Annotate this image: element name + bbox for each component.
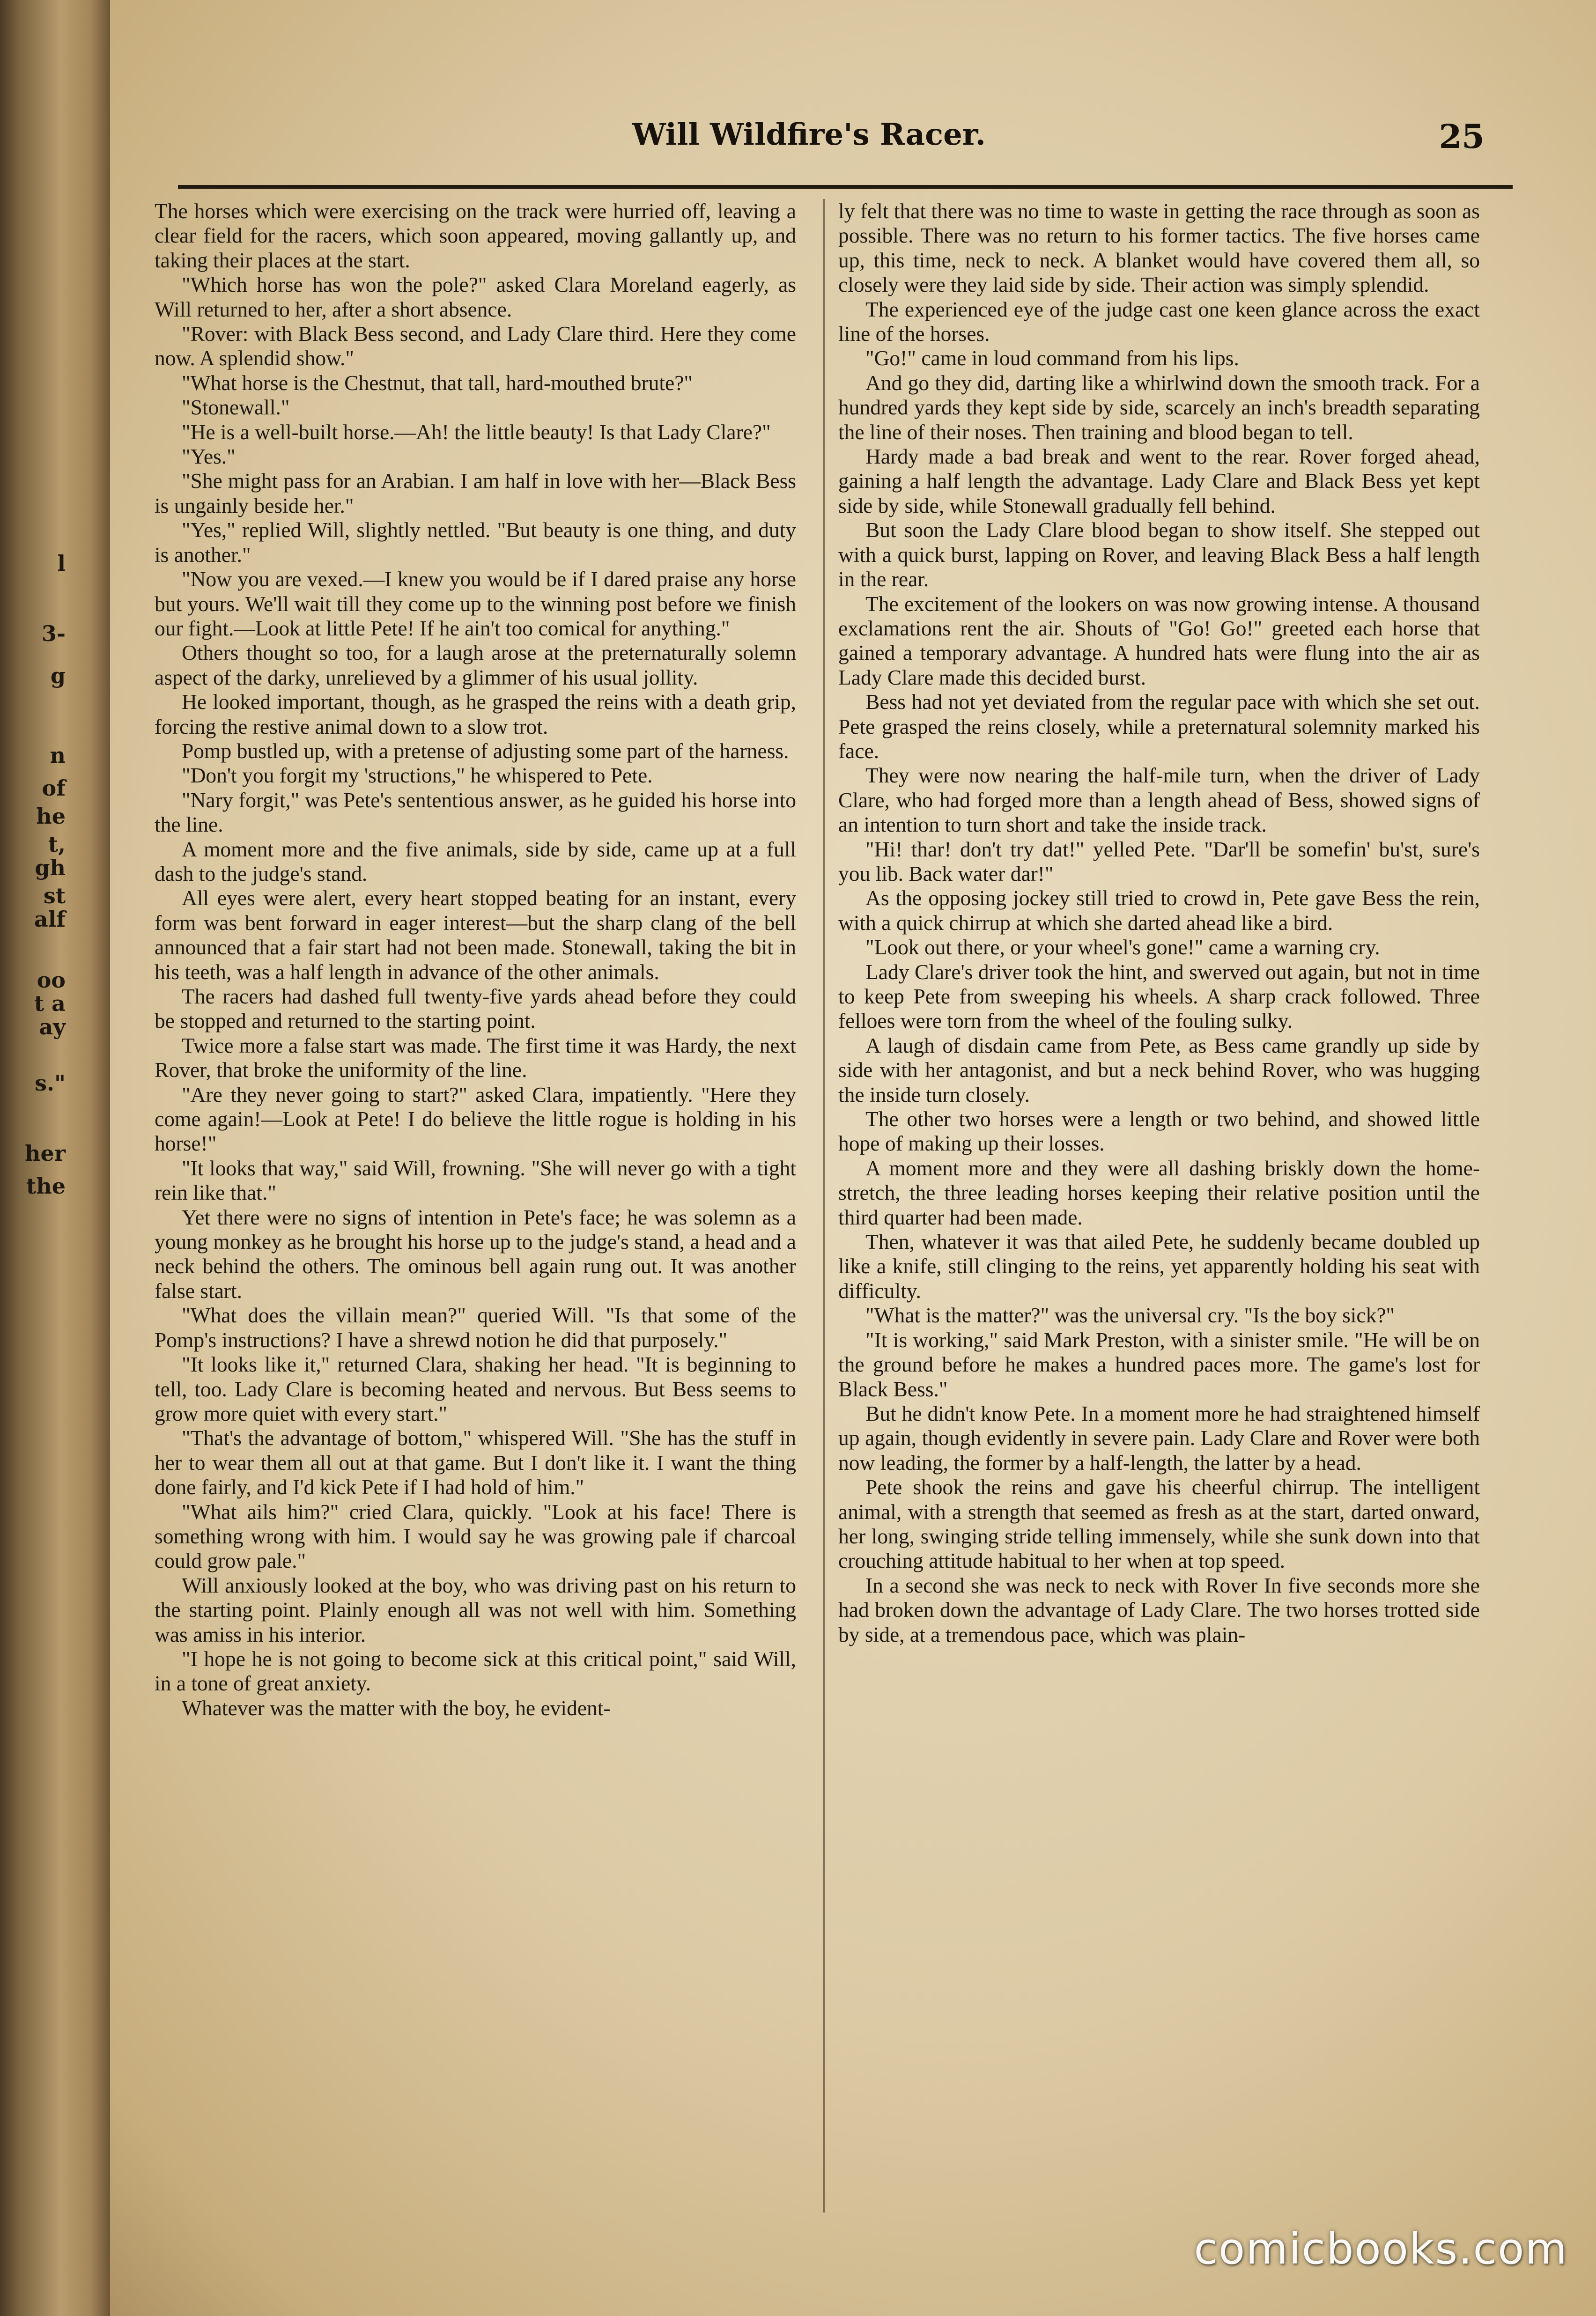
right-text-column	[838, 199, 1480, 2203]
paragraph: A moment more and they were all dashing briskly down the home-stretch, the three leading horses keeping their relative position until the third quarter had been made.	[838, 1156, 1480, 1229]
watermark: comicbooks.com	[1194, 2224, 1568, 2274]
paragraph: He looked important, though, as he grasped the reins with a death grip, forcing the restive animal down to a slow trot.	[155, 690, 796, 738]
paragraph: "Yes."	[182, 444, 236, 469]
paragraph: Hardy made a bad break and went to the rear. Rover forged ahead, gaining a half length the advantage. Lady Clare and Black Bess yet kept side by side, while Stonewall gradually fell behind.	[838, 444, 1480, 517]
previous-page-fragment: l	[57, 551, 66, 576]
previous-page-fragment: st	[43, 883, 66, 908]
paragraph: "It looks that way," said Will, frowning. "She will never go with a tight rein like that."	[155, 1156, 796, 1205]
previous-page-fragment: ay	[39, 1014, 66, 1040]
paragraph: The horses which were exercising on the track were hurried off, leaving a clear field for the racers, which soon appeared, moving gallantly up, and taking their places at the start.	[155, 199, 796, 272]
header-rule	[178, 185, 1513, 189]
paragraph: "Look out there, or your wheel's gone!" came a warning cry.	[865, 935, 1380, 959]
paragraph: "It is working," said Mark Preston, with a sinister smile. "He will be on the ground before he makes a hundred paces more. The game's lost for Black Bess."	[838, 1328, 1480, 1401]
paragraph: "Which horse has won the pole?" asked Clara Moreland eagerly, as Will returned to her, after a short absence.	[155, 273, 796, 321]
paragraph: "Nary forgit," was Pete's sententious answer, as he guided his horse into the line.	[155, 788, 796, 837]
paragraph: Will anxiously looked at the boy, who was driving past on his return to the starting point. Plainly enough all was not well with him. Something was amiss in his interior.	[155, 1573, 796, 1646]
paragraph: "I hope he is not going to become sick at this critical point," said Will, in a tone of great anxiety.	[155, 1646, 796, 1696]
paragraph: But soon the Lady Clare blood began to show itself. She stepped out with a quick burst, lapping on Rover, and leaving Black Bess a half length in the rear.	[838, 518, 1480, 591]
left-text-column	[155, 199, 796, 2203]
paragraph: In a second she was neck to neck with Rover In five seconds more she had broken down the advantage of Lady Clare. The two horses trotted side by side, at a tremendous pace, which was plain-	[838, 1573, 1480, 1646]
paragraph: Others thought so too, for a laugh arose at the preternaturally solemn aspect of the darky, unrelieved by a glimmer of his usual jollity.	[155, 641, 796, 689]
paragraph: "What ails him?" cried Clara, quickly. "Look at his face! There is something wrong with him. I would say he was growing pale if charcoal could grow pale."	[155, 1499, 796, 1573]
previous-page-fragment: alf	[34, 907, 66, 932]
paragraph: "Now you are vexed.—I knew you would be if I dared praise any horse but yours. We'll wait till they come up to the winning post before we finish our fight.—Look at little Pete! If he ain't too comical for anything."	[155, 567, 796, 640]
paragraph: A laugh of disdain came from Pete, as Bess came grandly up side by side with her antagonist, and but a neck behind Rover, who was hugging the inside turn closely.	[838, 1033, 1480, 1106]
paragraph: "What does the villain mean?" queried Will. "Is that some of the Pomp's instructions? I have a shrewd notion he did that purposely."	[155, 1303, 796, 1352]
paragraph: Bess had not yet deviated from the regular pace with which she set out. Pete grasped the reins closely, while a preternatural solemnity marked his face.	[838, 690, 1480, 763]
paragraph: ly felt that there was no time to waste in getting the race through as soon as possible. There was no return to his former tactics. The five horses came up, this time, neck to neck. A blanket would have covered them all, so closely were they laid side by side. Their action was simply splendid.	[838, 199, 1480, 297]
previous-page-fragment: t a	[34, 991, 66, 1016]
paragraph: "That's the advantage of bottom," whispered Will. "She has the stuff in her to wear them all out at that game. But I don't like it. I want the thing done fairly, and I'd kick Pete if I had hold of him."	[155, 1426, 796, 1499]
previous-page-fragment: of	[42, 775, 66, 801]
paragraph: Whatever was the matter with the boy, he evident-	[182, 1696, 611, 1720]
paragraph: The racers had dashed full twenty-five yards ahead before they could be stopped and returned to the starting point.	[155, 984, 796, 1033]
previous-page-fragment: s."	[35, 1070, 66, 1096]
paragraph: Pete shook the reins and gave his cheerful chirrup. The intelligent animal, with a strength that seemed as fresh as at the start, darted onward, her long, swinging stride telling immensely, while she sunk down into that crouching attitude habitual to her when at top speed.	[838, 1475, 1480, 1573]
column-divider	[823, 199, 825, 2213]
paragraph: "Are they never going to start?" asked Clara, impatiently. "Here they come again!—Look at Pete! I do believe the little rogue is holding in his horse!"	[155, 1082, 796, 1156]
header-title: Will Wildfire's Racer.	[632, 117, 986, 152]
paragraph: As the opposing jockey still tried to crowd in, Pete gave Bess the rein, with a quick chirrup at which she darted ahead like a bird.	[838, 886, 1480, 935]
previous-page-fragment: her	[25, 1141, 66, 1166]
paragraph: And go they did, darting like a whirlwind down the smooth track. For a hundred yards they kept side by side, scarcely an inch's breadth separating the line of their noses. Then training and blood began to tell.	[838, 370, 1480, 444]
paragraph: "Yes," replied Will, slightly nettled. "But beauty is one thing, and duty is another."	[155, 518, 796, 567]
paragraph: But he didn't know Pete. In a moment more he had straightened himself up again, though evidently in severe pain. Lady Clare and Rover were both now leading, the former by a half-length, the latter by a head.	[838, 1401, 1480, 1475]
paragraph: "Stonewall."	[182, 395, 290, 420]
paragraph: "Don't you forgit my 'structions," he whispered to Pete.	[182, 763, 653, 788]
previous-page-fragment: he	[36, 804, 66, 829]
paragraph: "Rover: with Black Bess second, and Lady Clare third. Here they come now. A splendid show."	[155, 322, 796, 370]
paragraph: Twice more a false start was made. The first time it was Hardy, the next Rover, that broke the uniformity of the line.	[155, 1033, 796, 1082]
paragraph: "What horse is the Chestnut, that tall, hard-mouthed brute?"	[182, 370, 693, 395]
paragraph: "What is the matter?" was the universal cry. "Is the boy sick?"	[865, 1303, 1395, 1328]
paragraph: The other two horses were a length or two behind, and showed little hope of making up their losses.	[838, 1107, 1480, 1156]
paragraph: Then, whatever it was that ailed Pete, he suddenly became doubled up like a knife, still clinging to the reins, yet apparently holding his seat with difficulty.	[838, 1230, 1480, 1303]
paragraph: Lady Clare's driver took the hint, and swerved out again, but not in time to keep Pete from sweeping his wheels. A sharp crack followed. Three felloes were torn from the wheel of the fouling sulky.	[838, 959, 1480, 1033]
paragraph: "It looks like it," returned Clara, shaking her head. "It is beginning to tell, too. Lady Clare is becoming heated and nervous. But Bess seems to grow more quiet with every start."	[155, 1352, 796, 1425]
paragraph: "Go!" came in loud command from his lips.	[865, 346, 1239, 370]
previous-page-fragment: gh	[35, 855, 66, 880]
paragraph: "He is a well-built horse.—Ah! the little beauty! Is that Lady Clare?"	[182, 420, 771, 444]
previous-page-fragment: oo	[37, 967, 66, 993]
previous-page-fragment: n	[50, 743, 66, 768]
paragraph: A moment more and the five animals, side by side, came up at a full dash to the judge's stand.	[155, 837, 796, 885]
previous-page-fragment: t,	[48, 832, 66, 857]
paragraph: Pomp bustled up, with a pretense of adjusting some part of the harness.	[182, 738, 789, 763]
previous-page-fragment: 3-	[41, 621, 66, 646]
paragraph: They were now nearing the half-mile turn, when the driver of Lady Clare, who had forged more than a length ahead of Bess, showed signs of an intention to turn short and take the inside track.	[838, 763, 1480, 837]
previous-page-fragment: g	[50, 663, 66, 688]
page-number: 25	[1439, 117, 1485, 156]
paragraph: "She might pass for an Arabian. I am half in love with her—Black Bess is ungainly beside her."	[155, 469, 796, 517]
paragraph: The excitement of the lookers on was now growing intense. A thousand exclamations rent the air. Shouts of "Go! Go!" greeted each horse that gained a temporary advantage. A hundred hats were flung into the air as Lady Clare made this decided burst.	[838, 591, 1480, 689]
paragraph: Yet there were no signs of intention in Pete's face; he was solemn as a young monkey as he brought his horse up to the judge's stand, a head and a neck behind the others. The ominous bell again rung out. It was another false start.	[155, 1205, 796, 1303]
book-gutter	[0, 0, 110, 2316]
previous-page-fragment: the	[26, 1173, 66, 1199]
paragraph: "Hi! thar! don't try dat!" yelled Pete. "Dar'll be somefin' bu'st, sure's you lib. Back water dar!"	[838, 837, 1480, 885]
paragraph: The experienced eye of the judge cast one keen glance across the exact line of the horses.	[838, 297, 1480, 346]
running-header	[178, 117, 1503, 169]
paragraph: All eyes were alert, every heart stopped beating for an instant, every form was bent forward in eager interest—but the sharp clang of the bell announced that a fair start had not been made. Stonewall, taking the bit in his teeth, was a half length in advance of the other animals.	[155, 886, 796, 984]
previous-page-fragments	[0, 553, 70, 2285]
